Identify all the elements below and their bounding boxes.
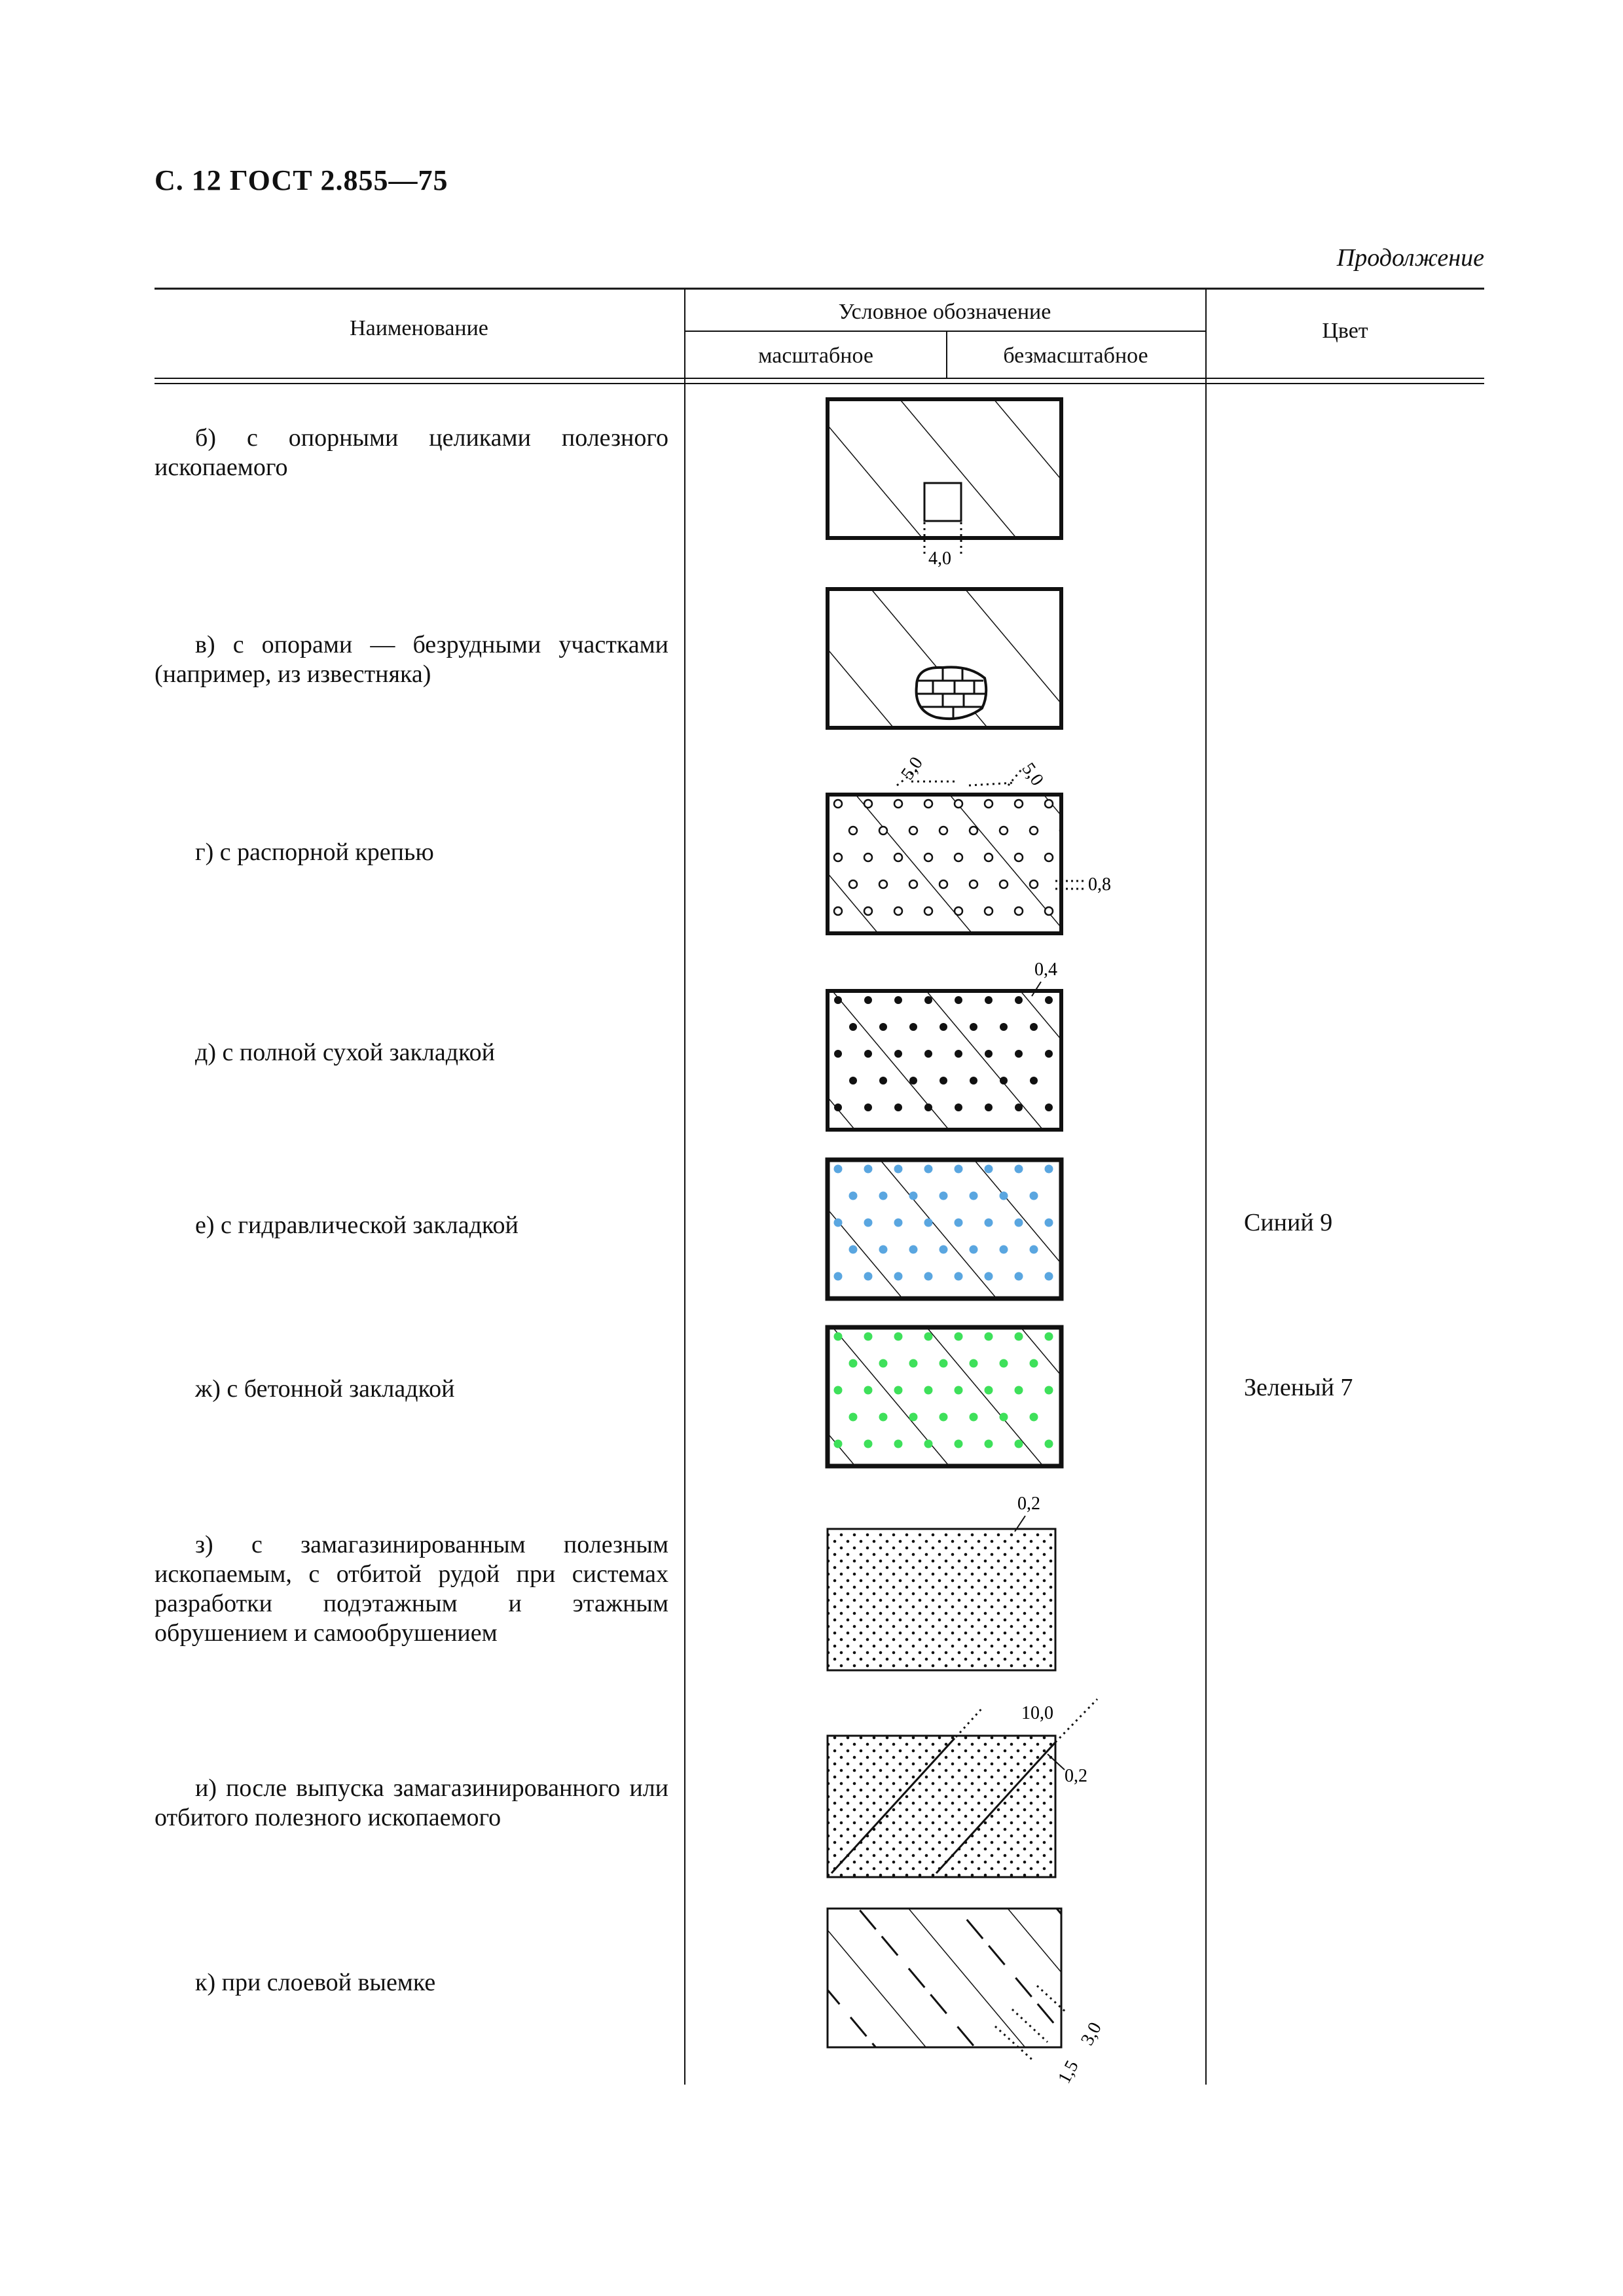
strut-marker	[955, 853, 962, 861]
fill-dot	[970, 1023, 977, 1031]
row-label-z: з) с замагазинированным полезным ископаемым, с отбитой рудой при системах разработки подэтажным и этажным обрушением и самообрушением	[155, 1531, 668, 1647]
hydraulic-dot	[834, 1165, 843, 1174]
fill-dot	[955, 1103, 962, 1111]
symbol-e-hydraulic-fill	[828, 1160, 1068, 1308]
strut-marker	[985, 800, 993, 808]
fill-dot	[924, 1103, 932, 1111]
fill-dot	[1000, 1023, 1008, 1031]
fill-dot	[879, 1077, 887, 1085]
fill-dot	[834, 1050, 842, 1058]
concrete-dot	[924, 1333, 933, 1341]
strut-marker	[939, 827, 947, 834]
hydraulic-dot	[1000, 1246, 1008, 1254]
strut-marker	[834, 907, 842, 915]
fill-dot	[834, 1103, 842, 1111]
hydraulic-dot	[894, 1219, 903, 1227]
dim-k-1-5: 1,5	[1054, 2057, 1083, 2087]
concrete-dot	[970, 1359, 978, 1368]
fill-dot	[849, 1077, 857, 1085]
concrete-dot	[955, 1440, 963, 1448]
hydraulic-dot	[939, 1192, 948, 1200]
symbol-zh-concrete-fill	[828, 1327, 1068, 1475]
hydraulic-dot	[1015, 1219, 1023, 1227]
strut-marker	[1045, 853, 1053, 861]
dim-g-0-8: 0,8	[1088, 874, 1111, 895]
concrete-dot	[849, 1359, 858, 1368]
strut-marker	[955, 907, 962, 915]
hydraulic-dot	[834, 1219, 843, 1227]
symbol-k-layered	[828, 1909, 1106, 2087]
hydraulic-dot	[1030, 1246, 1038, 1254]
concrete-dot	[970, 1413, 978, 1422]
concrete-dot	[909, 1413, 918, 1422]
fill-dot	[955, 996, 962, 1004]
strut-marker	[864, 853, 872, 861]
strut-marker	[864, 800, 872, 808]
fill-dot	[1045, 1103, 1053, 1111]
hydraulic-dot	[955, 1219, 963, 1227]
hydraulic-dot	[1030, 1192, 1038, 1200]
hydraulic-dot	[1000, 1192, 1008, 1200]
concrete-dot	[1030, 1359, 1038, 1368]
dim-d-0-4: 0,4	[1034, 960, 1057, 980]
hydraulic-dot	[909, 1192, 918, 1200]
color-label-e: Синий 9	[1244, 1209, 1333, 1236]
concrete-dot	[849, 1413, 858, 1422]
concrete-dot	[909, 1359, 918, 1368]
dim-z-0-2: 0,2	[1017, 1494, 1040, 1514]
concrete-dot	[924, 1386, 933, 1395]
hydraulic-dot	[879, 1192, 888, 1200]
strut-marker	[834, 853, 842, 861]
table-grid	[155, 289, 1484, 2085]
row-label-e: е) с гидравлической закладкой	[195, 1211, 519, 1239]
hydraulic-dot	[1045, 1165, 1053, 1174]
concrete-dot	[1045, 1440, 1053, 1448]
fill-dot	[970, 1077, 977, 1085]
hydraulic-dot	[1015, 1165, 1023, 1174]
concrete-dot	[894, 1440, 903, 1448]
fill-dot	[834, 996, 842, 1004]
concrete-dot	[1045, 1333, 1053, 1341]
fill-dot	[864, 1103, 872, 1111]
hydraulic-dot	[879, 1246, 888, 1254]
strut-marker	[1045, 800, 1053, 808]
concrete-dot	[1015, 1440, 1023, 1448]
column-header-unscaled: безмасштабное	[1003, 344, 1148, 368]
hydraulic-dot	[894, 1272, 903, 1281]
row-label-i: и) после выпуска замагазинированного или отбитого полезного ископаемого	[155, 1774, 668, 1831]
continuation-label: Продолжение	[1336, 244, 1484, 272]
fill-dot	[924, 1050, 932, 1058]
fill-dot	[939, 1077, 947, 1085]
hydraulic-dot	[849, 1246, 858, 1254]
hydraulic-dot	[864, 1272, 873, 1281]
concrete-dot	[1045, 1386, 1053, 1395]
strut-marker	[909, 827, 917, 834]
concrete-dot	[939, 1359, 948, 1368]
row-label-d: д) с полной сухой закладкой	[195, 1039, 495, 1066]
hydraulic-dot	[909, 1246, 918, 1254]
strut-marker	[970, 880, 977, 888]
strut-marker	[1015, 853, 1023, 861]
concrete-dot	[879, 1413, 888, 1422]
strut-marker	[1000, 827, 1008, 834]
symbol-g-strut-support	[828, 753, 1111, 942]
concrete-dot	[955, 1386, 963, 1395]
strut-marker	[879, 880, 887, 888]
strut-marker	[894, 907, 902, 915]
dim-g-5-0-right: 5,0	[1017, 759, 1048, 790]
column-header-scaled: масштабное	[757, 344, 873, 368]
fill-dot	[939, 1023, 947, 1031]
strut-marker	[1030, 880, 1038, 888]
fill-dot	[1030, 1023, 1038, 1031]
fill-dot	[879, 1023, 887, 1031]
strut-marker	[924, 800, 932, 808]
hydraulic-dot	[955, 1165, 963, 1174]
strut-marker	[985, 907, 993, 915]
hydraulic-dot	[939, 1246, 948, 1254]
hydraulic-dot	[985, 1165, 993, 1174]
row-label-zh: ж) с бетонной закладкой	[195, 1375, 455, 1403]
hydraulic-dot	[970, 1192, 978, 1200]
fill-dot	[849, 1023, 857, 1031]
hydraulic-dot	[864, 1165, 873, 1174]
strut-marker	[894, 800, 902, 808]
hydraulic-dot	[1015, 1272, 1023, 1281]
row-label-k: к) при слоевой выемке	[195, 1969, 436, 1996]
hydraulic-dot	[924, 1165, 933, 1174]
fill-dot	[864, 996, 872, 1004]
concrete-dot	[864, 1333, 873, 1341]
concrete-dot	[834, 1440, 843, 1448]
strut-marker	[1030, 827, 1038, 834]
hydraulic-dot	[1045, 1219, 1053, 1227]
fill-dot	[894, 1050, 902, 1058]
strut-marker	[1015, 907, 1023, 915]
fill-dot	[1000, 1077, 1008, 1085]
concrete-dot	[834, 1386, 843, 1395]
strut-marker	[924, 853, 932, 861]
concrete-dot	[1000, 1413, 1008, 1422]
concrete-dot	[985, 1440, 993, 1448]
strut-marker	[1045, 907, 1053, 915]
strut-marker	[924, 907, 932, 915]
concrete-dot	[1030, 1413, 1038, 1422]
symbol-z-shrinkage	[828, 1494, 1055, 1670]
fill-dot	[924, 996, 932, 1004]
symbol-v-supports	[828, 589, 1061, 728]
concrete-dot	[894, 1333, 903, 1341]
dim-k-3-0: 3,0	[1077, 2018, 1106, 2049]
dim-i-0-2: 0,2	[1065, 1766, 1087, 1786]
fill-dot	[1015, 1103, 1023, 1111]
fill-dot	[985, 1050, 993, 1058]
symbol-d-dry-fill	[828, 960, 1068, 1138]
hydraulic-dot	[864, 1219, 873, 1227]
concrete-dot	[985, 1333, 993, 1341]
column-header-color: Цвет	[1322, 319, 1368, 343]
fill-dot	[1045, 996, 1053, 1004]
fill-dot	[985, 1103, 993, 1111]
row-label-v: в) с опорами — безрудными участками (например, из известняка)	[155, 631, 668, 688]
dim-g-5-0-left: 5,0	[897, 753, 927, 784]
fill-dot	[1030, 1077, 1038, 1085]
concrete-dot	[924, 1440, 933, 1448]
strut-marker	[1015, 800, 1023, 808]
dim-i-10-0: 10,0	[1021, 1703, 1053, 1723]
fill-dot	[1015, 996, 1023, 1004]
fill-dot	[955, 1050, 962, 1058]
strut-marker	[834, 800, 842, 808]
fill-dot	[1045, 1050, 1053, 1058]
concrete-dot	[864, 1386, 873, 1395]
hydraulic-dot	[834, 1272, 843, 1281]
column-header-name: Наименование	[350, 316, 488, 340]
hydraulic-dot	[849, 1192, 858, 1200]
strut-marker	[1000, 880, 1008, 888]
symbol-i-after-draw	[828, 1699, 1097, 1877]
fill-dot	[985, 996, 993, 1004]
fill-dot	[1015, 1050, 1023, 1058]
concrete-dot	[834, 1333, 843, 1341]
concrete-dot	[939, 1413, 948, 1422]
dim-b-4-0: 4,0	[928, 548, 951, 569]
strut-marker	[939, 880, 947, 888]
fill-dot	[909, 1023, 917, 1031]
strut-marker	[849, 880, 857, 888]
hydraulic-dot	[894, 1165, 903, 1174]
strut-marker	[909, 880, 917, 888]
strut-marker	[985, 853, 993, 861]
hydraulic-dot	[985, 1219, 993, 1227]
strut-marker	[849, 827, 857, 834]
row-label-b: б) с опорными целиками полезного ископаемого	[155, 424, 668, 481]
concrete-dot	[1000, 1359, 1008, 1368]
strut-marker	[864, 907, 872, 915]
hydraulic-dot	[955, 1272, 963, 1281]
concrete-dot	[1015, 1386, 1023, 1395]
color-label-zh: Зеленый 7	[1244, 1374, 1353, 1401]
strut-marker	[894, 853, 902, 861]
strut-marker	[970, 827, 977, 834]
concrete-dot	[1015, 1333, 1023, 1341]
hydraulic-dot	[924, 1272, 933, 1281]
fill-dot	[864, 1050, 872, 1058]
concrete-dot	[879, 1359, 888, 1368]
strut-marker	[879, 827, 887, 834]
row-label-g: г) с распорной крепью	[195, 838, 434, 866]
strut-marker	[955, 800, 962, 808]
concrete-dot	[955, 1333, 963, 1341]
hydraulic-dot	[1045, 1272, 1053, 1281]
hydraulic-dot	[970, 1246, 978, 1254]
hydraulic-dot	[924, 1219, 933, 1227]
hydraulic-dot	[985, 1272, 993, 1281]
page-header: С. 12 ГОСТ 2.855—75	[155, 164, 448, 196]
fill-dot	[894, 996, 902, 1004]
fill-dot	[894, 1103, 902, 1111]
concrete-dot	[864, 1440, 873, 1448]
concrete-dot	[894, 1386, 903, 1395]
symbol-b-pillars	[828, 399, 1061, 569]
column-header-symbol: Условное обозначение	[838, 300, 1051, 324]
fill-dot	[909, 1077, 917, 1085]
concrete-dot	[985, 1386, 993, 1395]
